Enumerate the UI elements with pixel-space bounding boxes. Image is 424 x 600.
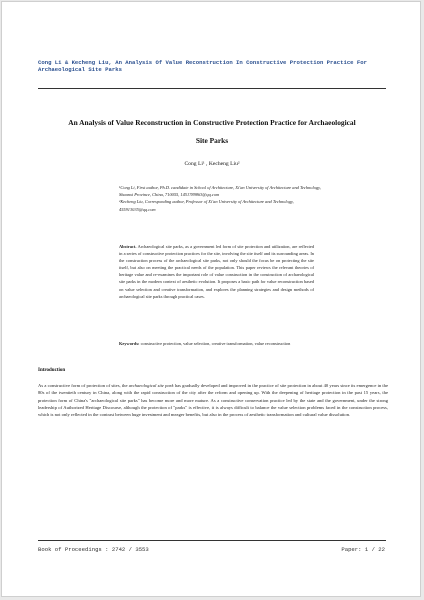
footer-page-number: Paper: 1 / 22 bbox=[341, 546, 385, 553]
section-heading-introduction: Introduction bbox=[38, 368, 66, 373]
running-head: Cong Li & Kecheng Liu, An Analysis Of Value Reconstruction In Constructive Protection Practice For Archaeological Site Parks bbox=[38, 59, 367, 74]
keywords-label: Keywords: bbox=[119, 341, 140, 346]
abstract-text: Archaeological site parks, as a government led form of site protection and utilization, are reflected in a series of constructive protection practices for the site, involving the site itself and its surrounding areas. In the construction process of the archaeological site parks, not only should the focus be on protecting the site itself, but also on meeting the practical needs of the population. This paper reviews the relevant theories of heritage value and re-examines the important role of value construction in the construction of archaeological site parks in the modern context of aesthetic evolution. It proposes a basic path for value reconstruction based on value selection and creative transformation, and explores the planning strategies and design methods of archaeological site parks through practical cases. bbox=[119, 244, 315, 299]
abstract bbox=[119, 243, 314, 300]
affiliations bbox=[119, 184, 329, 213]
footer-proceedings: Book of Proceedings : 2742 / 3553 bbox=[38, 546, 149, 553]
introduction-paragraph bbox=[38, 382, 388, 418]
affiliation-2: ²Kecheng Liu, Corresponding author, Professor of Xi'an University of Architecture and Technology, 455913035@qq.com bbox=[119, 199, 294, 212]
paper-page bbox=[1, 1, 421, 597]
header-rule bbox=[38, 88, 386, 89]
intro-emphasis: archaeological site park bbox=[128, 383, 174, 388]
intro-text-start: As a constructive form of protection of sites, the bbox=[38, 383, 129, 388]
intro-text-rest: has gradually developed and improved in the practice of site protection in about 40 years since its emergence in the 80s of the twentieth century in China, along with the rapid construction of the city after the reform and opening up. With the deepening of heritage protection in the past 15 years, the protection form of China's "archaeological site parks" has become more and more mature. As a constructive conservation practice led by the state and the government, under the strong leadership of Authorized Heritage Discourse, although the protection of "parks" is effective, it is always difficult to balance the value selection problems faced in the construction process, which is not only reflected in the contrast between huge investment and meager benefits, but also in the process of aesthetic transformation and cultural value dissolution. bbox=[38, 383, 388, 418]
author-line: Cong Li¹ , Kecheng Liu² bbox=[184, 161, 240, 167]
affiliation-1: ¹Cong Li, First author, Ph.D. candidate in School of Architecture, Xi'an University of Architecture and Technology, Shaanxi Province, China, 710055, 1451789863@qq.com bbox=[119, 185, 321, 198]
keywords-text: constructive protection, value selection, creative transformation, value reconstruction bbox=[140, 341, 291, 346]
paper-title: An Analysis of Value Reconstruction in Constructive Protection Practice for Archaeological Site Parks bbox=[68, 118, 356, 145]
keywords bbox=[119, 340, 314, 347]
abstract-label: Abstract. bbox=[119, 244, 137, 249]
footer-rule bbox=[38, 540, 386, 541]
